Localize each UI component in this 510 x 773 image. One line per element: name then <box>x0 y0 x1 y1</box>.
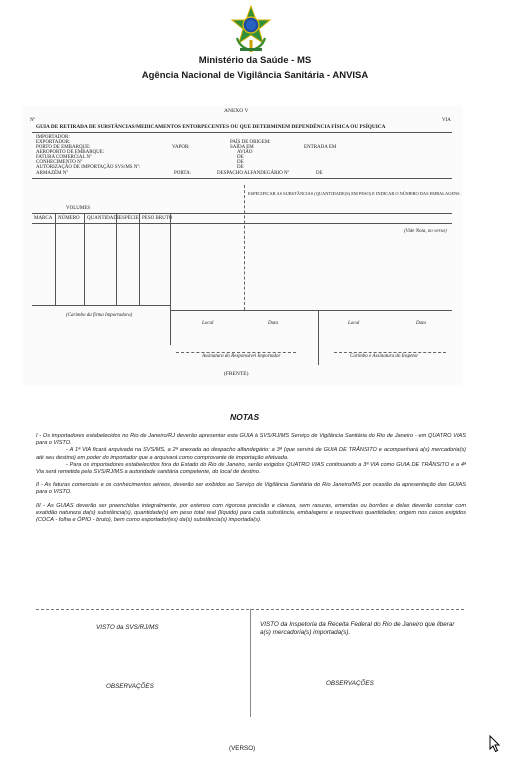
note-1b: - Para os importadores estabelecidos fora do Estado do Rio de Janeiro, serão exigidos QUATRO VIAS continuando a 3ª VIA como GUIA DE TRÂNSITO e a 4ª Via será remetida pela SVS/RJ/MS a autoridade sanitária competente, do local de destino. <box>36 461 466 476</box>
note-3: III - As GUIAS deverão ser preenchidas integralmente, por extenso com rigorosa precisão e clareza, sem rasuras, emendas ou borrões e delas deverão constar com exatidão natureza da(s) substância(s), quantidade(s) em peso total real (líquido) para cada substância, embalagens e respectivas quantidades; origem nos casos exigidos (COCA - folha e ÓPIO - bruto), bem como exportador(es) da(s) substância(s) importada(s). <box>36 502 466 524</box>
mouse-cursor-icon <box>489 735 501 753</box>
note-1a: - A 1ª VIA ficará arquivada na SVS/MS, a 2ª anexada ao despacho alfandegário: a 3ª (que servirá de GUIA DE TRÂNSITO e acompanhará a(s) mercadoria(s) até seu destino) em poder do importador que a arquivará como comprovante de importação efetuada. <box>36 447 466 461</box>
import-auth-field: AUTORIZAÇÃO DE IMPORTAÇÃO SVS/MS Nº: <box>36 165 141 170</box>
front-label: (FRENTE) <box>224 371 249 377</box>
importer-field: IMPORTADOR: <box>36 135 70 140</box>
signature-inspector-label: Carimbo e Assinatura do Inspetor <box>350 354 419 359</box>
form-title: GUIA DE RETIRADA DE SUBSTÂNCIAS/MEDICAMENTOS ENTORPECENTES OU QUE DETERMINEM DEPENDÊNCIA FÍSICA OU PSÍQUICA <box>36 124 386 130</box>
bill-date-field: DE <box>237 160 244 165</box>
column-numero: NÚMERO <box>58 216 80 221</box>
form-front <box>22 105 462 385</box>
note-1: I - Os importadores estabelecidos no Rio de Janeiro/RJ deverão apresentar esta GUIA à SVS/RJ/MS Serviço de Vigilância Sanitária do Rio de Janeiro - em QUATRO VIAS para o VISTO. <box>36 433 466 447</box>
exporter-field: EXPORTADOR: <box>36 140 71 145</box>
coat-of-arms-icon <box>230 4 272 54</box>
volumes-label: VOLUMES <box>66 206 91 211</box>
notes-title: NOTAS <box>230 412 260 422</box>
ministry-title: Ministério da Saúde - MS <box>198 55 312 66</box>
gate-field: PORTA: <box>174 171 192 176</box>
invoice-field: FATURA COMERCIAL Nº <box>36 155 92 160</box>
number-label: Nº <box>30 118 36 123</box>
column-peso-bruto: PESO BRUTO <box>142 216 173 221</box>
notes-body <box>36 433 466 524</box>
specification-header: ESPECIFICAR AS SUBSTÂNCIAS (QUANTIDADE(S) EM PESO) E INDICAR O NÚMERO DAS EMBALAGENS <box>248 191 460 196</box>
airport-field: AEROPORTO DE EMBARQUE: <box>36 150 105 155</box>
agency-title: Agência Nacional de Vigilância Sanitária - ANVISA <box>141 70 369 81</box>
warehouse-field: ARMAZÉM Nº <box>36 171 68 176</box>
visto-svs-label: VISTO da SVS/RJ/MS <box>96 624 159 631</box>
column-especie: ESPÉCIE <box>119 216 139 221</box>
via-label: VIA <box>442 118 451 123</box>
importer-stamp-label: (Carimbo da firma Importadora) <box>66 313 133 318</box>
note-2: II - As faturas comerciais e os conhecimentos aéreos, deverão ser exibidos ao Serviço de Vigilância Sanitária do Rio Janeiro/MS por ocasião da apresentação das GUIAS para o VISTO. <box>36 482 466 496</box>
origin-country-field: PAÍS DE ORIGEM: <box>230 140 271 145</box>
column-marca: MARCA <box>34 216 53 221</box>
arrival-field: ENTRADA EM <box>304 145 337 150</box>
observacoes-right-label: OBSERVAÇÕES <box>326 680 374 687</box>
back-label: (VERSO) <box>229 745 256 752</box>
customs-clearance-field: DESPACHO ALFANDEGÁRIO Nº <box>217 171 290 176</box>
ship-field: VAPOR: <box>172 145 190 150</box>
import-auth-date-field: DE <box>237 165 244 170</box>
plane-field: AVIÃO <box>237 150 253 155</box>
column-quantidade: QUANTIDADE <box>87 216 121 221</box>
visto-receita-label: VISTO da Inspetoria da Receita Federal do Rio de Janeiro que liberar a(s) mercadoria(s) importada(s). <box>260 621 455 636</box>
see-note-label: (Vide Nota, no verso) <box>404 229 447 234</box>
place-1-label: Local <box>202 321 214 326</box>
annex-label: ANEXO V <box>224 108 249 114</box>
invoice-date-field: DE <box>237 155 244 160</box>
signature-resp-label: Assinatura do Responsável Importador <box>202 354 281 359</box>
place-2-label: Local <box>348 321 360 326</box>
bill-of-lading-field: CONHECIMENTO Nº <box>36 160 83 165</box>
departure-field: SAÍDA EM <box>230 145 254 150</box>
date-1-label: Data <box>268 321 278 326</box>
date-2-label: Data <box>416 321 426 326</box>
customs-date-field: DE <box>316 171 323 176</box>
shipment-port-field: PORTO DE EMBARQUE: <box>36 145 91 150</box>
observacoes-left-label: OBSERVAÇÕES <box>106 683 154 690</box>
